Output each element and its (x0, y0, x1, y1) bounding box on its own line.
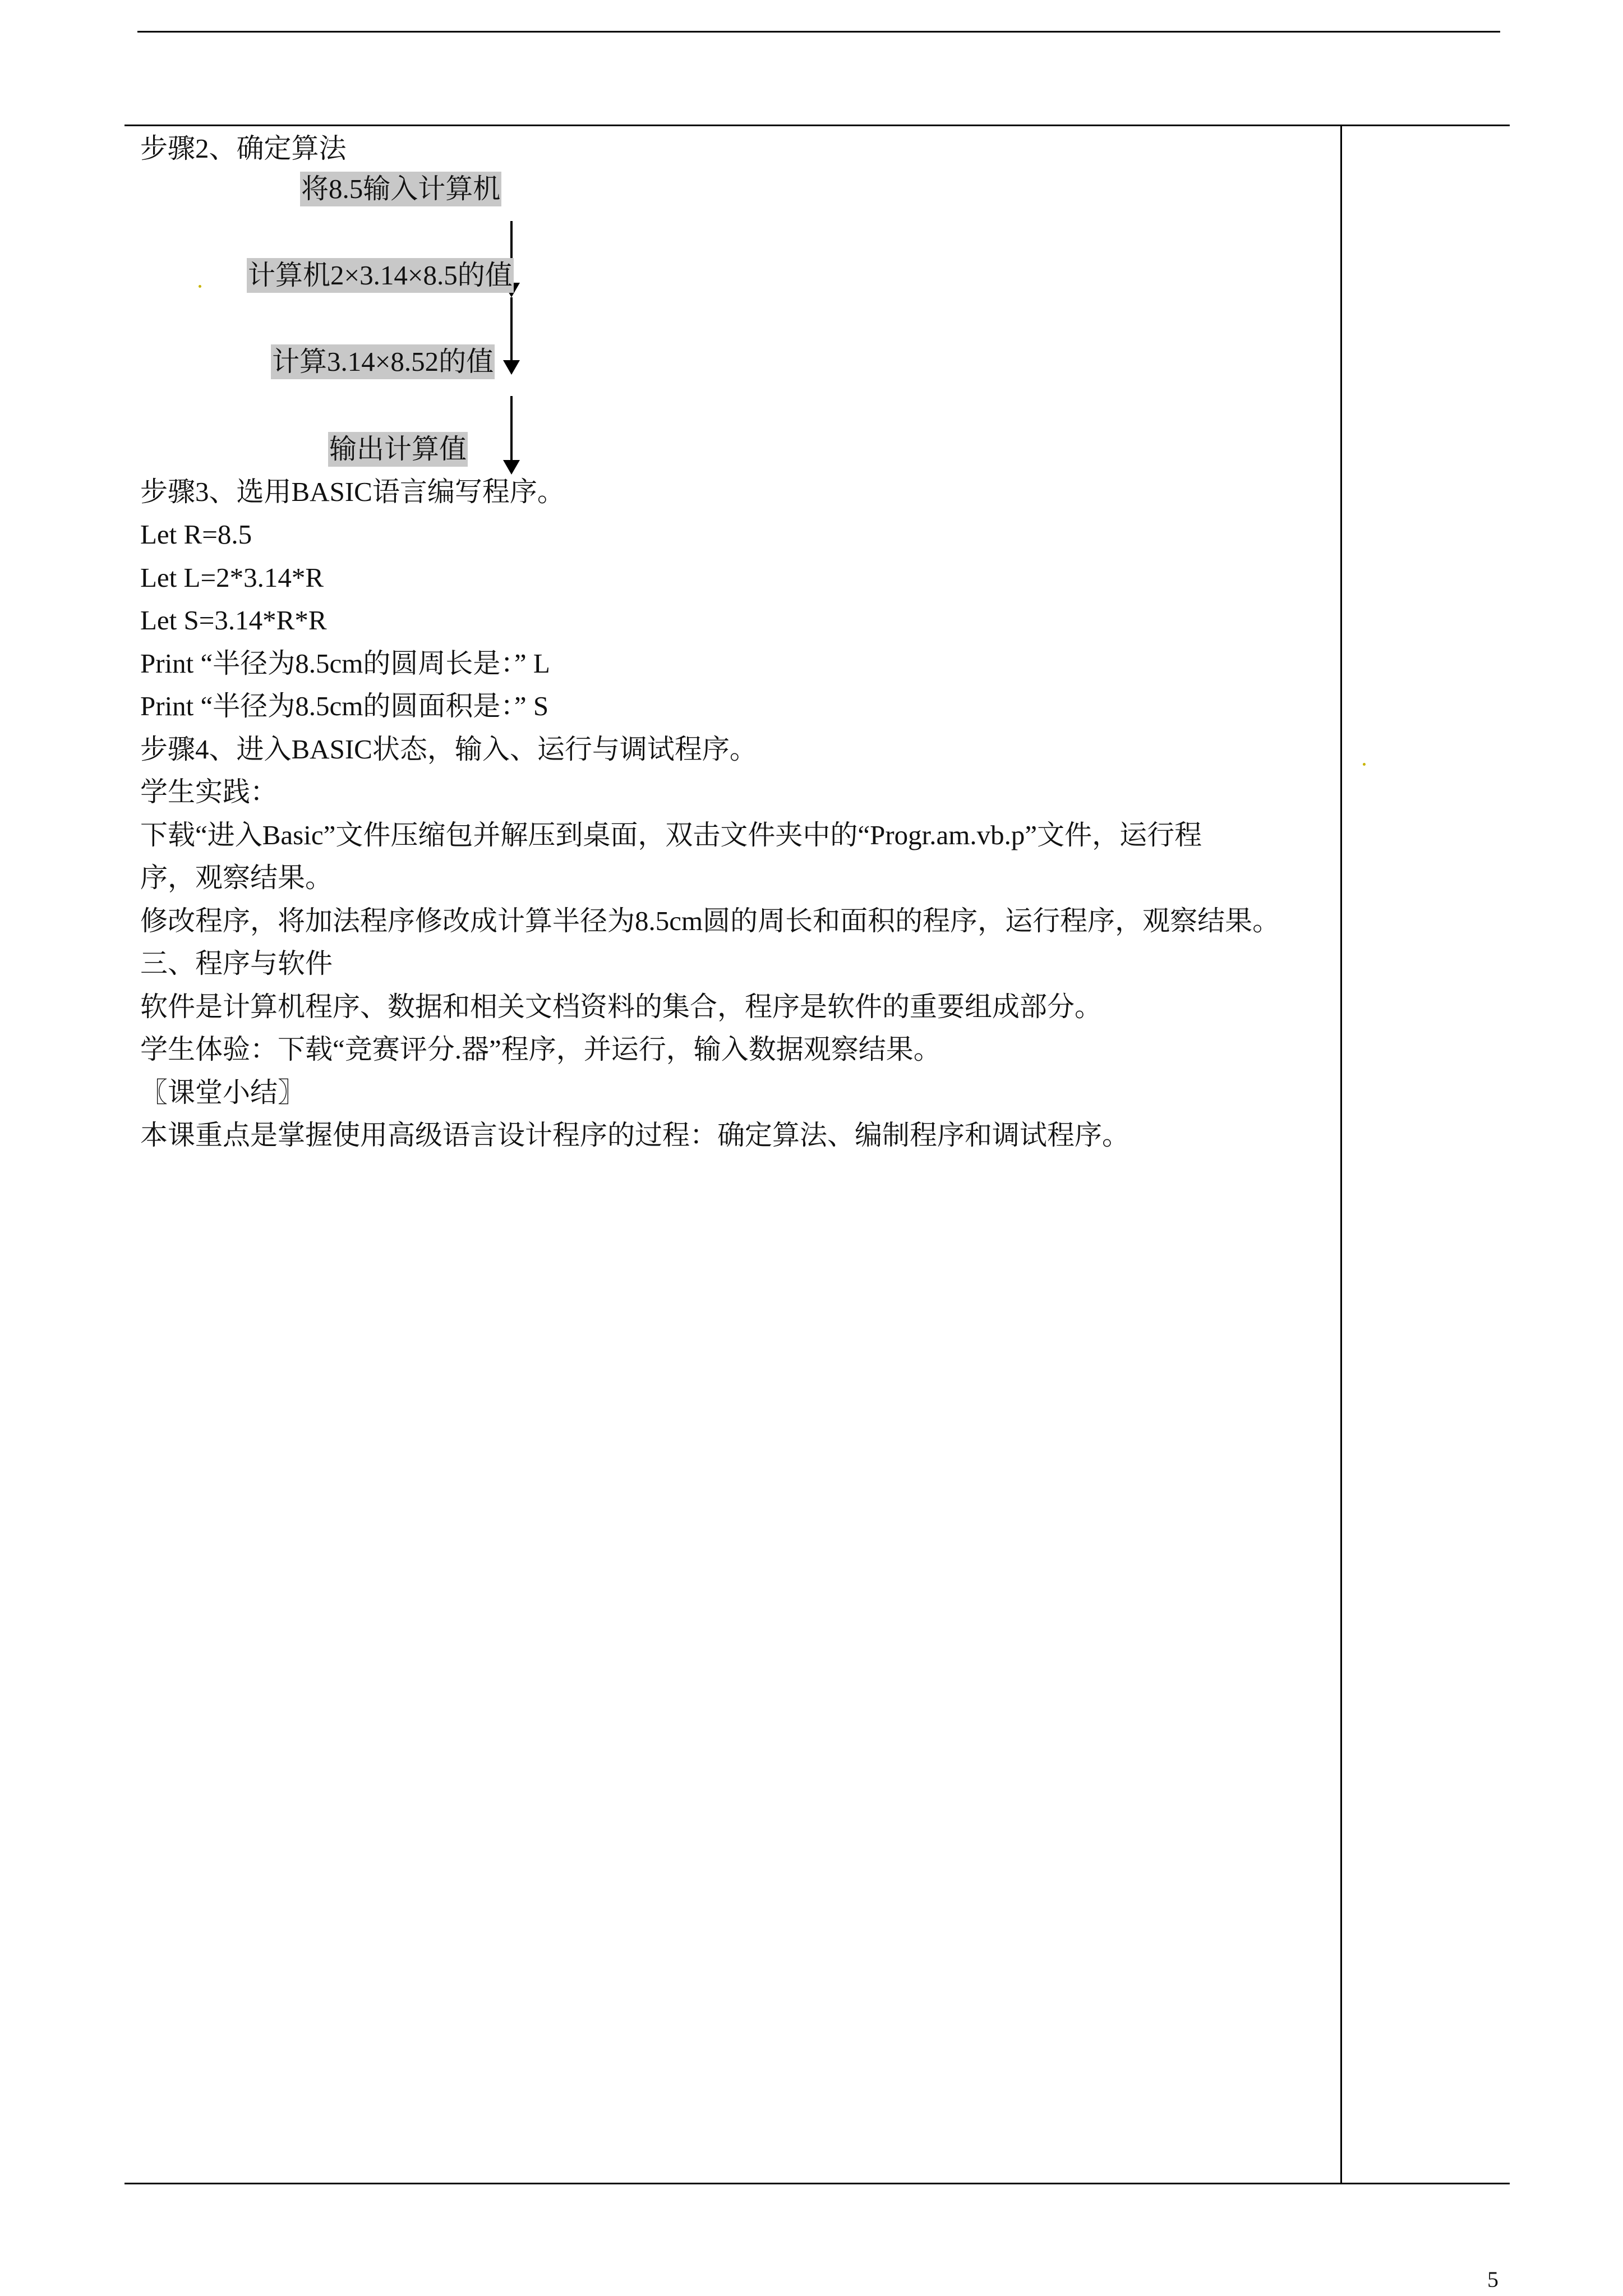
header-rule (137, 31, 1500, 33)
flow-box-input: 将8.5输入计算机 (300, 172, 501, 206)
step3-heading: 步骤3、选用BASIC语言编写程序。 (140, 476, 565, 507)
flow-box-output: 输出计算值 (328, 432, 468, 467)
page-number: 5 (1487, 2267, 1498, 2292)
code-line: Print “半径为8.5cm的圆面积是：” S (140, 691, 549, 721)
code-line: Print “半径为8.5cm的圆周长是：” L (140, 648, 550, 679)
step4-heading: 步骤4、进入BASIC状态，输入、运行与调试程序。 (140, 734, 757, 765)
summary-text: 本课重点是掌握使用高级语言设计程序的过程：确定算法、编制程序和调试程序。 (140, 1120, 1130, 1151)
flow-box-circumference: 计算机2×3.14×8.5的值 (247, 258, 514, 293)
flow-arrow-2 (510, 297, 513, 362)
flow-box-area: 计算3.14×8.52的值 (271, 344, 495, 379)
section-heading: 三、程序与软件 (140, 948, 333, 979)
modify-instruction: 修改程序，将加法程序修改成计算半径为8.5cm圆的周长和面积的程序，运行程序，观察结果。 (140, 905, 1280, 936)
summary-title: 〖课堂小结〗 (140, 1077, 306, 1108)
practice-text: 下载“进入Basic”文件压缩包并解压到桌面，双击文件夹中的“Progr.am.vb.p”文件，运行程 (140, 820, 1202, 850)
stray-mark (199, 285, 201, 288)
student-experience: 学生体验：下载“竞赛评分.器”程序，并运行，输入数据观察结果。 (140, 1034, 941, 1065)
stray-mark (1363, 763, 1366, 766)
code-line: Let S=3.14*R*R (140, 605, 327, 636)
code-line: Let R=8.5 (140, 519, 252, 550)
step2-heading: 步骤2、确定算法 (140, 133, 347, 164)
table-column-divider (1340, 125, 1342, 2184)
code-line: Let L=2*3.14*R (140, 562, 324, 593)
flow-arrow-3 (510, 396, 513, 462)
practice-title: 学生实践： (140, 776, 278, 807)
software-definition: 软件是计算机程序、数据和相关文档资料的集合，程序是软件的重要组成部分。 (140, 991, 1103, 1022)
practice-text-continued: 序，观察结果。 (140, 862, 333, 893)
